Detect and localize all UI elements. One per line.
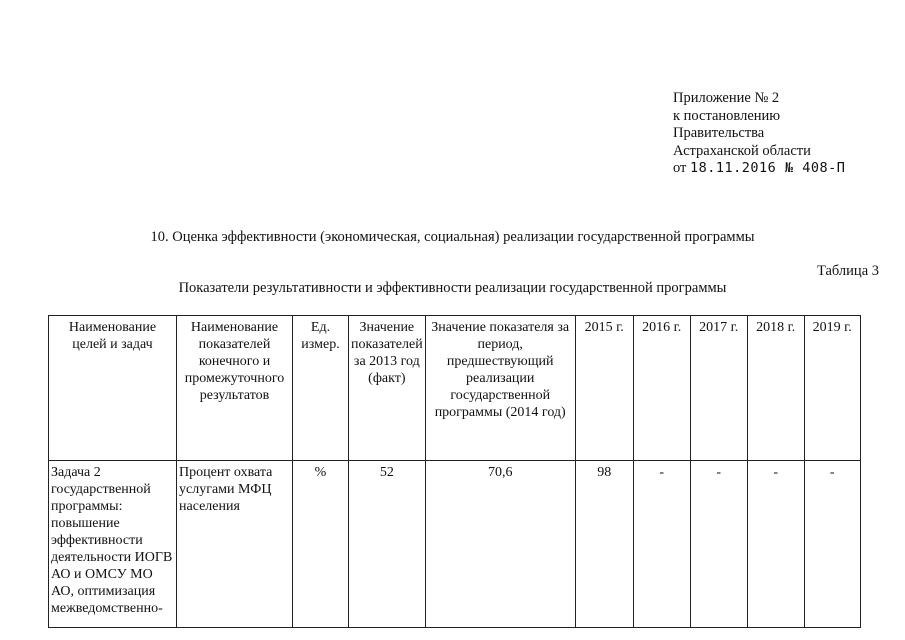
appendix-block (673, 90, 845, 178)
header-2016: 2016 г. (633, 316, 690, 461)
appendix-date-stamp: 18.11.2016 № 408-П (690, 160, 846, 176)
cell-2016: - (633, 461, 690, 628)
appendix-resolution: к постановлению (673, 107, 781, 124)
appendix-date-prefix: от (673, 160, 687, 176)
section-title: 10. Оценка эффективности (экономическая, социальная) реализации государственной программы (150, 229, 755, 245)
header-goals: Наименование целей и задач (49, 316, 177, 461)
appendix-region: Астраханской области (673, 142, 811, 159)
cell-2018: - (747, 461, 804, 628)
table-title: Показатели результативности и эффективности реализации государственной программы (178, 280, 727, 296)
cell-value-2013: 52 (349, 461, 426, 628)
appendix-date-line (673, 160, 845, 178)
appendix-government: Правительства (673, 125, 765, 141)
table-header-row (49, 316, 861, 461)
header-2015: 2015 г. (575, 316, 633, 461)
appendix-number: Приложение № 2 (673, 90, 780, 106)
header-indicators: Наименование показателей конечного и промежуточного результатов (177, 316, 293, 461)
cell-2019: - (804, 461, 860, 628)
header-value-2014: Значение показателя за период, предшествующий реализации государственной программы (2014 год) (425, 316, 575, 461)
table-label: Таблица 3 (816, 263, 879, 279)
cell-indicator: Процент охвата услугами МФЦ населения (177, 461, 293, 628)
header-value-2013: Значение показателей за 2013 год (факт) (349, 316, 426, 461)
table-row (49, 461, 861, 628)
header-2018: 2018 г. (747, 316, 804, 461)
cell-2015: 98 (575, 461, 633, 628)
cell-unit: % (293, 461, 349, 628)
cell-goal: Задача 2 государственной программы: повышение эффективности деятельности ИОГВ АО и ОМСУ МО АО, оптимизация межведомственно- (49, 461, 177, 628)
cell-value-2014: 70,6 (425, 461, 575, 628)
indicators-table (48, 315, 861, 628)
header-2017: 2017 г. (690, 316, 747, 461)
header-2019: 2019 г. (804, 316, 860, 461)
header-unit: Ед. измер. (293, 316, 349, 461)
cell-2017: - (690, 461, 747, 628)
